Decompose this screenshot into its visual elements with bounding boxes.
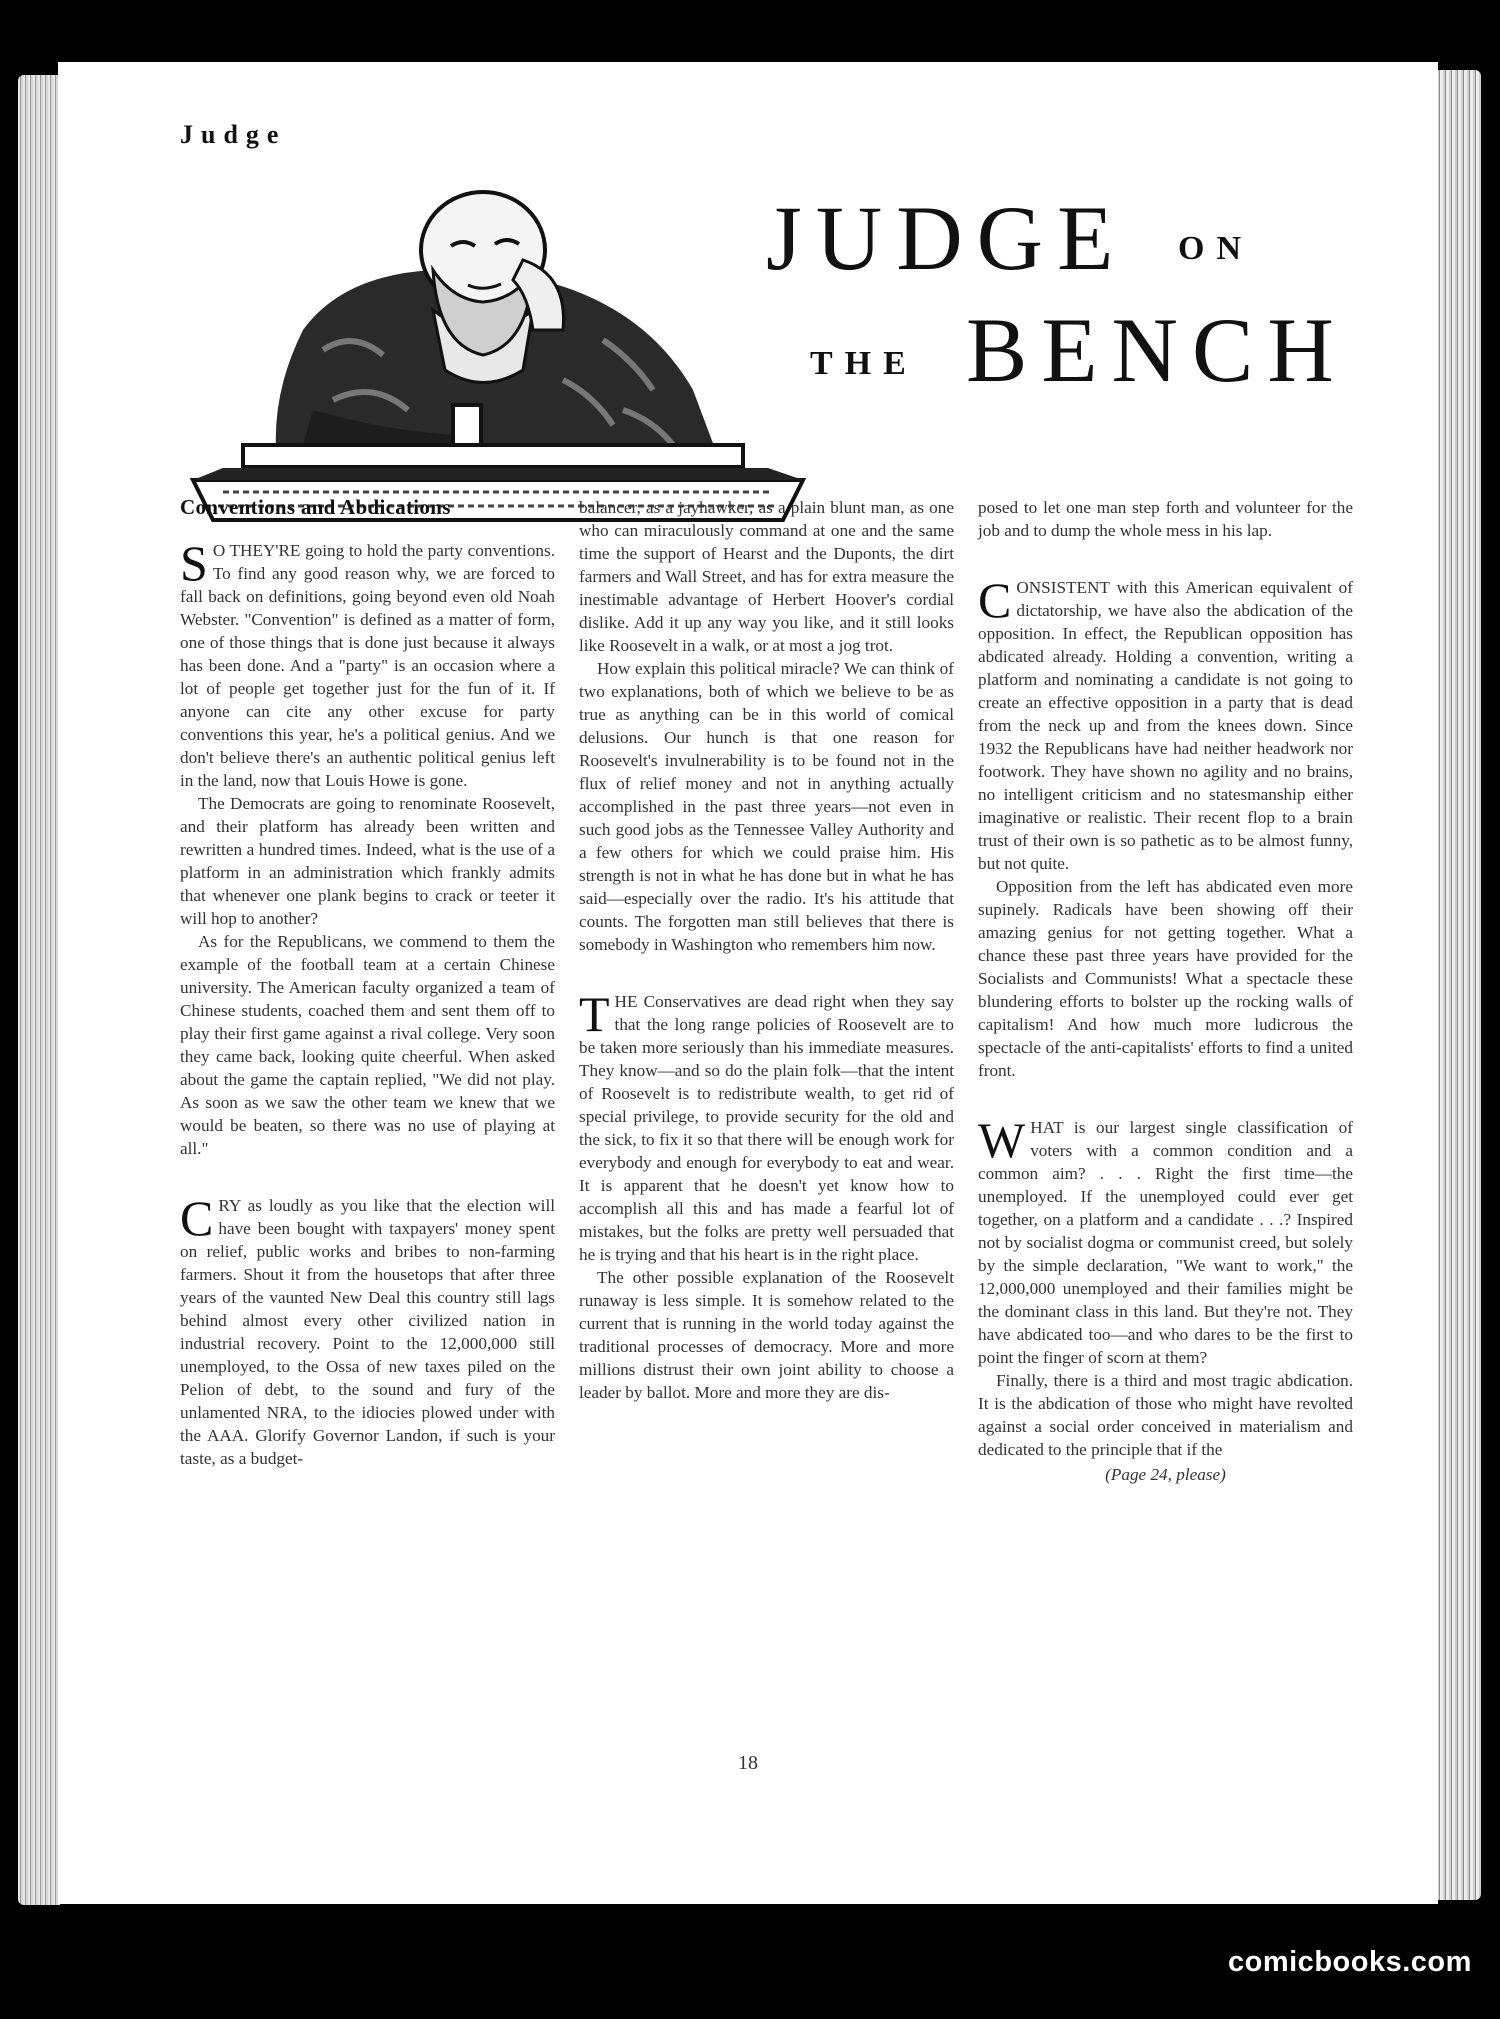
watermark: comicbooks.com [1228, 1946, 1472, 1978]
paragraph: Finally, there is a third and most tragic abdication. It is the abdication of those who might have revolted against a social order conceived in materialism and dedicated to the principle that if the [978, 1371, 1353, 1459]
inkwell [453, 405, 481, 445]
paragraph: How explain this political miracle? We can think of two explanations, both of which we believe to be as true as anything can be in this world of comical delusions. Our hunch is that one reason for Roosevelt's invulnerability is to be found not in the flux of relief money and not in anything actually accomplished in the past three years—not even in such good jobs as the Tennessee Valley Authority and a few others for which we could praise him. His strength is not in what he has done but in what he has said—especially over the radio. It's his attitude that counts. The forgotten man still believes that there is somebody in Washington who remembers him now. [579, 659, 954, 954]
bench-molding [193, 468, 803, 480]
section-heading: Conventions and Abdications [180, 495, 451, 519]
paragraph: CRY as loudly as you like that the election will have been bought with taxpayers' money spent on relief, public works and bribes to non-farming farmers. Shout it from the housetops that after three years of the vaunted New Deal this country still lags behind almost every other civilized nation in industrial recovery. Point to the 12,000,000 still unemployed, to the Ossa of new taxes piled on the Pelion of debt, to the sound and fury of the unlamented NRA, to the idiocies plowed under with the AAA. Glorify Governor Landon, if such is your taste, as a budget- [180, 1190, 555, 1468]
paragraph: THE Conservatives are dead right when they say that the long range policies of Roosevelt are to be taken more seriously than his immediate measures. They know—and so do the plain folk—that the intent of Roosevelt is to redistribute wealth, to get rid of special privilege, to provide security for the old and the sick, to fix it so that there will be enough work for everybody and enough for everybody to eat and wear. It is apparent that he doesn't yet know how to accomplish all this and has made a fearful lot of mistakes, but the folks are pretty well persuaded that he is trying and that his heart is in the right place. [579, 986, 954, 1264]
article-column-1 [180, 496, 555, 1470]
paragraph: balancer, as a jayhawker, as a plain blunt man, as one who can miraculously command at one and the same time the support of Hearst and the Duponts, the dirt farmers and Wall Street, and has for extra measure the inestimable advantage of Herbert Hoover's cordial dislike. Add it up any way you like, and it still looks like Roosevelt in a walk, or at most a jog trot. [579, 498, 954, 655]
continuation-note: (Page 24, please) [1105, 1465, 1226, 1484]
paragraph: CONSISTENT with this American equivalent of dictatorship, we have also the abdication of the opposition. In effect, the Republican opposition has abdicated already. Holding a convention, writing a platform and nominating a candidate is not going to create an effective opposition in a party that is dead from the neck up and from the knees down. Since 1932 the Republicans have had neither headwork nor footwork. They have shown no agility and no brains, no intelligent criticism and no statesmanship either imaginative or realistic. Their recent flop to a brain trust of their own is so pathetic as to be almost funny, but not quite. [978, 572, 1353, 873]
page-number: 18 [738, 1752, 758, 1774]
paragraph: SO THEY'RE going to hold the party conventions. To find any good reason why, we are forced to fall back on definitions, going beyond even old Noah Webster. "Convention" is defined as a matter of form, one of those things that is done just because it always has been done. And a "party" is an occasion where a lot of people get together just for the fun of it. If anyone can cite any other excuse for party conventions this year, he's a political genius. And we don't believe there's an authentic political genius left in the land, now that Louis Howe is gone. [180, 535, 555, 790]
judge-illustration [183, 180, 813, 530]
bench-top [243, 445, 743, 467]
paragraph: As for the Republicans, we commend to them the example of the football team at a certain Chinese university. The American faculty organized a team of Chinese students, coached them and sent them off to play their first game against a rival college. Very soon they came back, looking quite cheerful. When asked about the game the captain replied, "We did not play. As soon as we saw the other team we knew that we would be beaten, so there was no use of playing at all." [180, 932, 555, 1158]
title-bench: BENCH [966, 299, 1348, 401]
book-edge-left [18, 75, 60, 1905]
book-edge-right [1437, 70, 1481, 1900]
magazine-page [58, 62, 1438, 1904]
title-on: ON [1178, 230, 1253, 267]
title-judge: JUDGE [766, 187, 1128, 289]
paragraph: The Democrats are going to renominate Roosevelt, and their platform has already been written and rewritten a hundred times. Indeed, what is the use of a platform in an administration which frankly admits that whenever one plank begins to crack or teeter it will hop to another? [180, 794, 555, 928]
article-column-2 [579, 496, 954, 1404]
paragraph: posed to let one man step forth and volunteer for the job and to dump the whole mess in his lap. [978, 498, 1353, 540]
paragraph: WHAT is our largest single classification of voters with a common condition and a common aim? . . . Right the first time—the unemployed. If the unemployed could ever get together, on a platform and a candidate . . .? Inspired not by socialist dogma or communist creed, but solely by the simple declaration, "We want to work," the 12,000,000 unemployed and their families might be the dominant class in this land. But they're not. They have abdicated too—and who dares to be the first to point the finger of scorn at them? [978, 1112, 1353, 1367]
article-column-3 [978, 496, 1353, 1486]
title-the: THE [810, 345, 918, 382]
paragraph: Opposition from the left has abdicated even more supinely. Radicals have been showing off their amazing genius for not getting together. What a chance these past three years have provided for the Socialists and Communists! What a spectacle these blundering efforts to bolster up the rocking walls of capitalism! And how much more ludicrous the spectacle of the anti-capitalists' efforts to find a united front. [978, 877, 1353, 1080]
running-head: Judge [180, 120, 287, 149]
paragraph: The other possible explanation of the Roosevelt runaway is less simple. It is somehow related to the current that is running in the world today against the traditional processes of democracy. More and more millions distrust their own joint ability to choose a leader by ballot. More and more they are dis- [579, 1268, 954, 1402]
